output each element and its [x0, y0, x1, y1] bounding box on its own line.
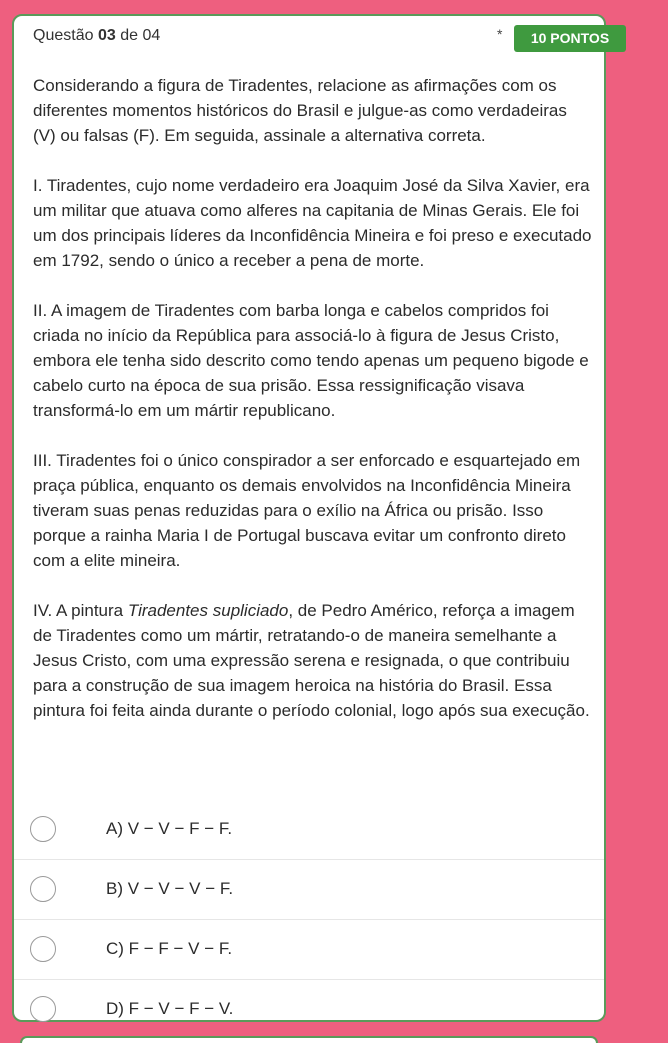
radio-circle-icon[interactable]: [30, 876, 56, 902]
question-header: [33, 25, 610, 55]
option-label[interactable]: B) V − V − V − F.: [106, 879, 234, 898]
radio-circle-icon[interactable]: [30, 816, 56, 842]
statement-item-4: IV. A pintura Tiradentes supliciado, de Pedro Américo, reforça a imagem de Tiradentes como um mártir, retratando-o de maneira semelhante a Jesus Cristo, com uma expressão serena e resignada, o que contribuiu para a construção de sua imagem heroica na história do Brasil. Essa pintura foi feita ainda durante o período colonial, logo após sua execução.: [33, 601, 590, 720]
radio-circle-icon[interactable]: [30, 996, 56, 1022]
question-card: [12, 14, 610, 1022]
option-a[interactable]: [14, 800, 604, 860]
statement-item-1: I. Tiradentes, cujo nome verdadeiro era Joaquim José da Silva Xavier, era um militar que atuava como alferes na capitania de Minas Gerais. Ele foi um dos principais líderes da Inconfidência Mineira e foi preso e executado em 1792, sendo o único a receber a pena de morte.: [33, 176, 592, 270]
option-d[interactable]: [14, 980, 604, 1039]
option-label[interactable]: D) F − V − F − V.: [106, 999, 234, 1018]
question-counter: Questão 03 de 04: [33, 27, 161, 44]
statement-item-2: II. A imagem de Tiradentes com barba longa e cabelos compridos foi criada no início da República para associá-lo à figura de Jesus Cristo, embora ele tenha sido descrito como tendo apenas um pequeno bigode e cabelo curto na época de sua prisão. Essa ressignificação visava transformá-lo em um mártir republicano.: [33, 301, 589, 420]
question-statement: [33, 73, 593, 748]
option-label[interactable]: C) F − F − V − F.: [106, 939, 233, 958]
question-number: 03: [97, 27, 116, 44]
painting-title: Tiradentes supliciado: [127, 601, 289, 620]
next-card-edge: [20, 1036, 598, 1043]
radio-circle-icon[interactable]: [30, 936, 56, 962]
option-b[interactable]: [14, 860, 604, 920]
required-asterisk: *: [497, 26, 503, 42]
points-badge: 10 PONTOS: [514, 25, 626, 52]
answer-options: [14, 800, 604, 1039]
option-c[interactable]: [14, 920, 604, 980]
option-label[interactable]: A) V − V − F − F.: [106, 819, 233, 838]
statement-item-3: III. Tiradentes foi o único conspirador a ser enforcado e esquartejado em praça pública, enquanto os demais envolvidos na Inconfidência Mineira tiveram suas penas reduzidas para o exílio na África ou prisão. Isso porque a rainha Maria I de Portugal buscava evitar um confronto direto com a elite mineira.: [33, 451, 581, 570]
question-total: 04: [142, 27, 161, 44]
statement-intro: Considerando a figura de Tiradentes, relacione as afirmações com os diferentes momentos históricos do Brasil e julgue-as como verdadeiras (V) ou falsas (F). Em seguida, assinale a alternativa correta.: [33, 76, 567, 145]
